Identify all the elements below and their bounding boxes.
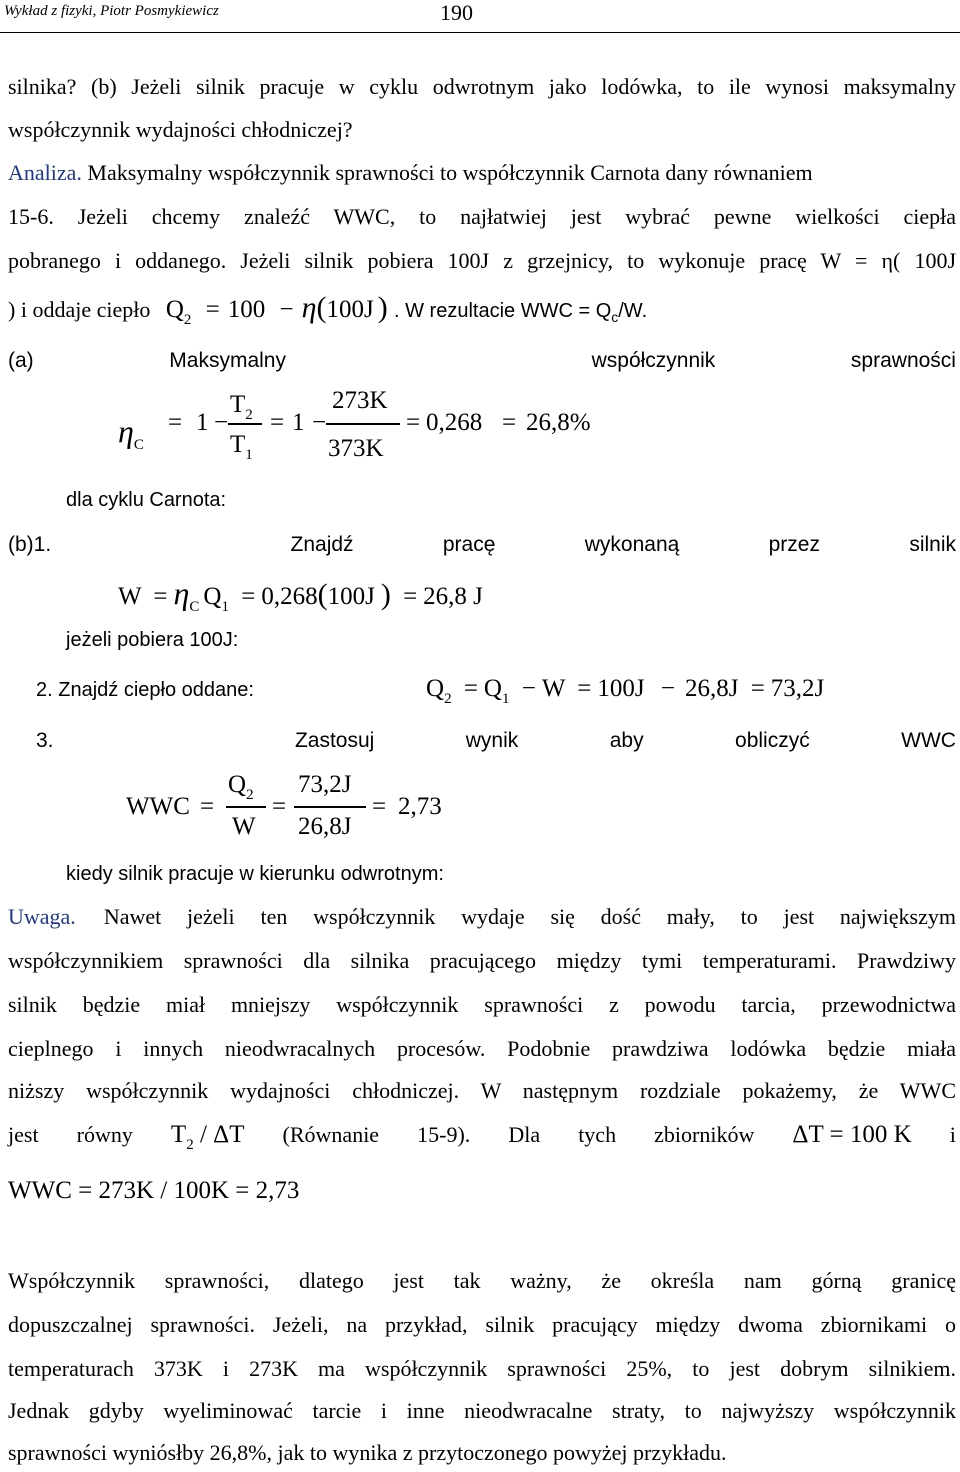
fraction-denominator: 373K <box>328 435 384 462</box>
fraction-bar <box>228 423 262 425</box>
fraction-denominator: $T_1$ <box>230 431 253 463</box>
equation-eta-c: $\eta_C$ <box>118 413 144 453</box>
part-2-label: 2. Znajdź ciepło oddane: <box>36 679 254 701</box>
part-3-heading: 3. Zastosuj wynik aby obliczyć WWC <box>36 729 956 752</box>
analysis-text: . W rezultacie WWC = Q <box>394 300 612 322</box>
part-3-note: kiedy silnik pracuje w kierunku odwrotnym: <box>66 863 444 885</box>
remark-line: cieplnego i innych nieodwracalnych procesów. Podobnie prawdziwa lodówka będzie miała <box>8 1036 956 1061</box>
part-b1-note: jeżeli pobiera 100J: <box>66 629 239 651</box>
equation-wwc-lhs: WWC <box>126 793 190 820</box>
analysis-line <box>8 160 956 186</box>
final-line: Współczynnik sprawności, dlatego jest tak ważny, że określa nam górną granicę <box>8 1268 956 1293</box>
part-a-heading: (a) Maksymalny współczynnik sprawności <box>8 349 956 372</box>
remark-line: silnik będzie miał mniejszy współczynnik sprawności z powodu tarcia, przewodnictwa <box>8 992 956 1017</box>
fraction-denominator: 26,8J <box>298 813 352 840</box>
remark-line: niższy współczynnik wydajności chłodniczej. W następnym rozdziale pokażemy, że WWC <box>8 1078 956 1103</box>
analysis-line: pobranego i oddanego. Jeżeli silnik pobiera 100J z grzejnicy, to wykonuje pracę W = η( 100J <box>8 248 956 273</box>
equation-work: $W = \eta_C$ $Q_1 = 0,268(100J$ ) = 26,8 J <box>118 575 483 615</box>
analysis-label: Analiza. <box>8 160 82 185</box>
equation-wwc-final: WWC = 273K / 100K = 2,73 <box>8 1177 300 1204</box>
fraction-numerator: 73,2J <box>298 771 352 798</box>
part-b1-heading: (b)1. Znajdź pracę wykonaną przez silnik <box>8 533 956 556</box>
analysis-text: Maksymalny współczynnik sprawności to współczynnik Carnota dany równaniem <box>81 160 813 185</box>
fraction-denominator: W <box>232 813 256 840</box>
header-rule <box>0 32 960 33</box>
fraction-bar <box>326 423 400 425</box>
final-line: temperaturach 373K i 273K ma współczynnik sprawności 25%, to jest dobrym silnikiem. <box>8 1356 956 1381</box>
paragraph-line: silnika? (b) Jeżeli silnik pracuje w cyklu odwrotnym jako lodówka, to ile wynosi maksymalny <box>8 74 956 99</box>
page-number: 190 <box>440 0 473 25</box>
part-a-note: dla cyklu Carnota: <box>66 489 227 511</box>
running-title: Wykład z fizyki, Piotr Posmykiewicz <box>4 3 219 19</box>
remark-label: Uwaga. <box>8 904 76 929</box>
final-line: dopuszczalnej sprawności. Jeżeli, na przykład, silnik pracujący między dwoma zbiornikami o <box>8 1312 956 1337</box>
analysis-line: 15-6. Jeżeli chcemy znaleźć WWC, to najłatwiej jest wybrać pewne wielkości ciepła <box>8 204 956 229</box>
fraction-bar <box>294 806 366 808</box>
remark-line: jest równy $T_2$ / ΔT (Równanie 15-9). Dla tych zbiorników ΔT = 100 K i <box>8 1121 956 1153</box>
fraction-numerator: 273K <box>332 387 388 414</box>
fraction-numerator: $T_2$ <box>230 391 253 423</box>
analysis-text: ) i oddaje ciepło <box>8 297 151 322</box>
remark-line: współczynnikiem sprawności dla silnika pracującego między tymi temperaturami. Prawdziwy <box>8 948 956 973</box>
fraction-bar <box>226 806 266 808</box>
analysis-line: ) i oddaje ciepło $Q_2 = 100 - \eta(100J$ ) . W rezultacie WWC = $Q_c/W$. <box>8 291 648 328</box>
remark-line: Uwaga. Nawet jeżeli ten współczynnik wydaje się dość mały, to jest największym <box>8 904 956 929</box>
final-line: sprawności wyniósłby 26,8%, jak to wynika z przytoczonego powyżej przykładu. <box>8 1440 727 1465</box>
paragraph-line: współczynnik wydajności chłodniczej? <box>8 117 353 142</box>
final-line: Jednak gdyby wyeliminować tarcie i inne nieodwracalne straty, to najwyższy współczynnik <box>8 1398 956 1423</box>
fraction-numerator: $Q_2$ <box>228 771 254 803</box>
equation-q2: $Q_2 = 100 - \eta(100J$ ) <box>165 291 388 328</box>
equation-heat-out: $Q_2 = Q_1 - W = 100J - 26,8J = 73,2J$ <box>426 675 825 707</box>
